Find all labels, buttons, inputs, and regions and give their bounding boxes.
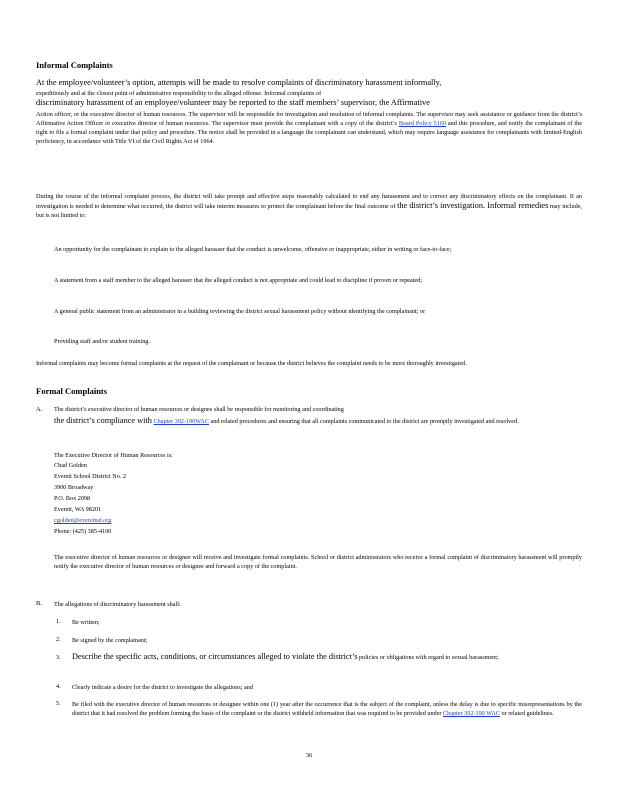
informal-para-2-end: may include, but is not limited to: xyxy=(36,203,583,219)
contact-city: Everett, WA 98201 xyxy=(54,506,102,513)
list-number: 2. xyxy=(56,636,61,643)
informal-para-1-rest: Action officer, or the executive director of human resources. The supervisor will be responsible for investigation and resolution of informal complaints. The supervisor may seek assistance or guidance from the district’s Affirmative Action Officer or executive director of human resources. The supervisor must provide the complainant with a copy of the district’s xyxy=(36,111,582,127)
chapter-wac-link[interactable]: Chapter 392-190WAC xyxy=(153,418,209,425)
list-item xyxy=(72,652,582,662)
list-number: 1. xyxy=(56,618,61,625)
contact-intro: The Executive Director of Human Resources is: xyxy=(54,452,173,459)
section-a-paragraph: The executive director of human resources or designee will receive and investigate formal complaints. School or district administrators who receive a formal complaint of discriminatory harassment will promptly notify the executive director of human resources or designee and forward a copy of the complaint. xyxy=(54,554,582,570)
section-b-label: B. xyxy=(36,600,42,607)
contact-street: 3900 Broadway xyxy=(54,484,94,491)
informal-para-2-text: During the course of the informal complaint process, the district will take prompt and effective steps reasonably calculated to end any harassment and to correct any discriminatory effects on the complainant. If an investigation is needed to determine what occurred, the district will take interim measures to protect the complainant before the final outcome of xyxy=(36,193,582,210)
list-number: 3. xyxy=(56,654,61,661)
list-item-end: or related guidelines. xyxy=(501,710,554,717)
list-item-rest: policies or obligations with regard to sexual harassment; xyxy=(359,654,499,661)
section-b-intro: The allegations of discriminatory harassment shall: xyxy=(54,601,181,608)
contact-po-box: P.O. Box 2098 xyxy=(54,495,91,502)
bullet-item: A statement from a staff member to the alleged harasser that the alleged conduct is not appropriate and could lead to discipline if proven or repeated; xyxy=(54,277,423,284)
bullet-item: An opportunity for the complainant to explain to the alleged harasser that the conduct is unwelcome, offensive or inappropriate, either in writing or face-to-face; xyxy=(54,246,452,253)
contact-name: Chad Golden xyxy=(54,462,87,469)
list-item-text: Be filed with the executive director of human resources or designee within one (1) year after the occurrence that is the subject of the complaint, unless the delay is due to specific misrepresentations by the district that it had resolved the problem forming the basis of the complaint or the district withheld information that was required to be provided under xyxy=(72,701,582,717)
contact-org: Everett School District No. 2 xyxy=(54,473,127,480)
bullet-item: A general public statement from an administrator in a building reviewing the district sexual harassment policy without identifying the complainant; or xyxy=(54,308,426,315)
contact-email-link[interactable]: cgolden@everettsd.org xyxy=(54,517,112,524)
bullet-item: Providing staff and/or student training. xyxy=(54,338,150,345)
list-number: 5. xyxy=(56,700,61,707)
informal-para-1-line-3: discriminatory harassment of an employee/volunteer may be reported to the staff members’ supervisor, the Affirmative xyxy=(36,98,430,107)
section-a-big: the district’s compliance with xyxy=(54,416,152,425)
informal-para-3: Informal complaints may become formal complaints at the request of the complainant or because the district believes the complaint needs to be more thoroughly investigated. xyxy=(36,360,467,367)
board-policy-link[interactable]: Board Policy 5160 xyxy=(398,120,446,127)
list-item: Clearly indicate a desire for the district to investigate the allegations; and xyxy=(72,684,253,691)
contact-phone: Phone: (425) 385-4100 xyxy=(54,528,112,535)
section-a-end: and related procedures and ensuring that all complaints communicated to the district are promptly investigated and resolved. xyxy=(210,418,519,425)
informal-para-2 xyxy=(36,192,582,220)
formal-complaints-heading: Formal Complaints xyxy=(36,386,108,396)
list-item: Be written; xyxy=(72,619,100,626)
informal-para-1-line-1: At the employee/volunteer’s option, attempts will be made to resolve complaints of discriminatory harassment informally, xyxy=(36,78,442,87)
informal-para-1-line-2: expeditiously and at the closest point of administrative responsibility to the alleged offense. Informal complaints of xyxy=(36,90,322,97)
informal-complaints-heading: Informal Complaints xyxy=(36,60,113,70)
informal-para-1-end: and this procedure, and notify the complainant of the right to file a formal complaint under that policy and procedure. The notice shall be provided in a language the complainant can understand, which may require language assistance for complainants with limited-English proficiency, in accordance with Title VI of the Civil Rights Act of 1964. xyxy=(36,120,582,145)
section-a-line-1: The district’s executive director of human resources or designee shall be responsible for monitoring and coordinating xyxy=(54,406,344,413)
chapter-wac-link-2[interactable]: Chapter 392-190 WAC xyxy=(443,710,500,717)
informal-para-2-big: the district’s investigation. Informal remedies xyxy=(397,201,549,210)
section-a-line-2 xyxy=(54,416,582,426)
section-a-label: A. xyxy=(36,406,43,413)
list-item xyxy=(72,700,582,718)
list-item: Be signed by the complainant; xyxy=(72,637,148,644)
list-number: 4. xyxy=(56,683,61,690)
page-number: 36 xyxy=(305,752,313,759)
informal-para-1-body xyxy=(36,110,582,146)
contact-email-row xyxy=(54,516,582,525)
list-item-big: Describe the specific acts, conditions, or circumstances alleged to violate the district’s xyxy=(72,652,358,661)
